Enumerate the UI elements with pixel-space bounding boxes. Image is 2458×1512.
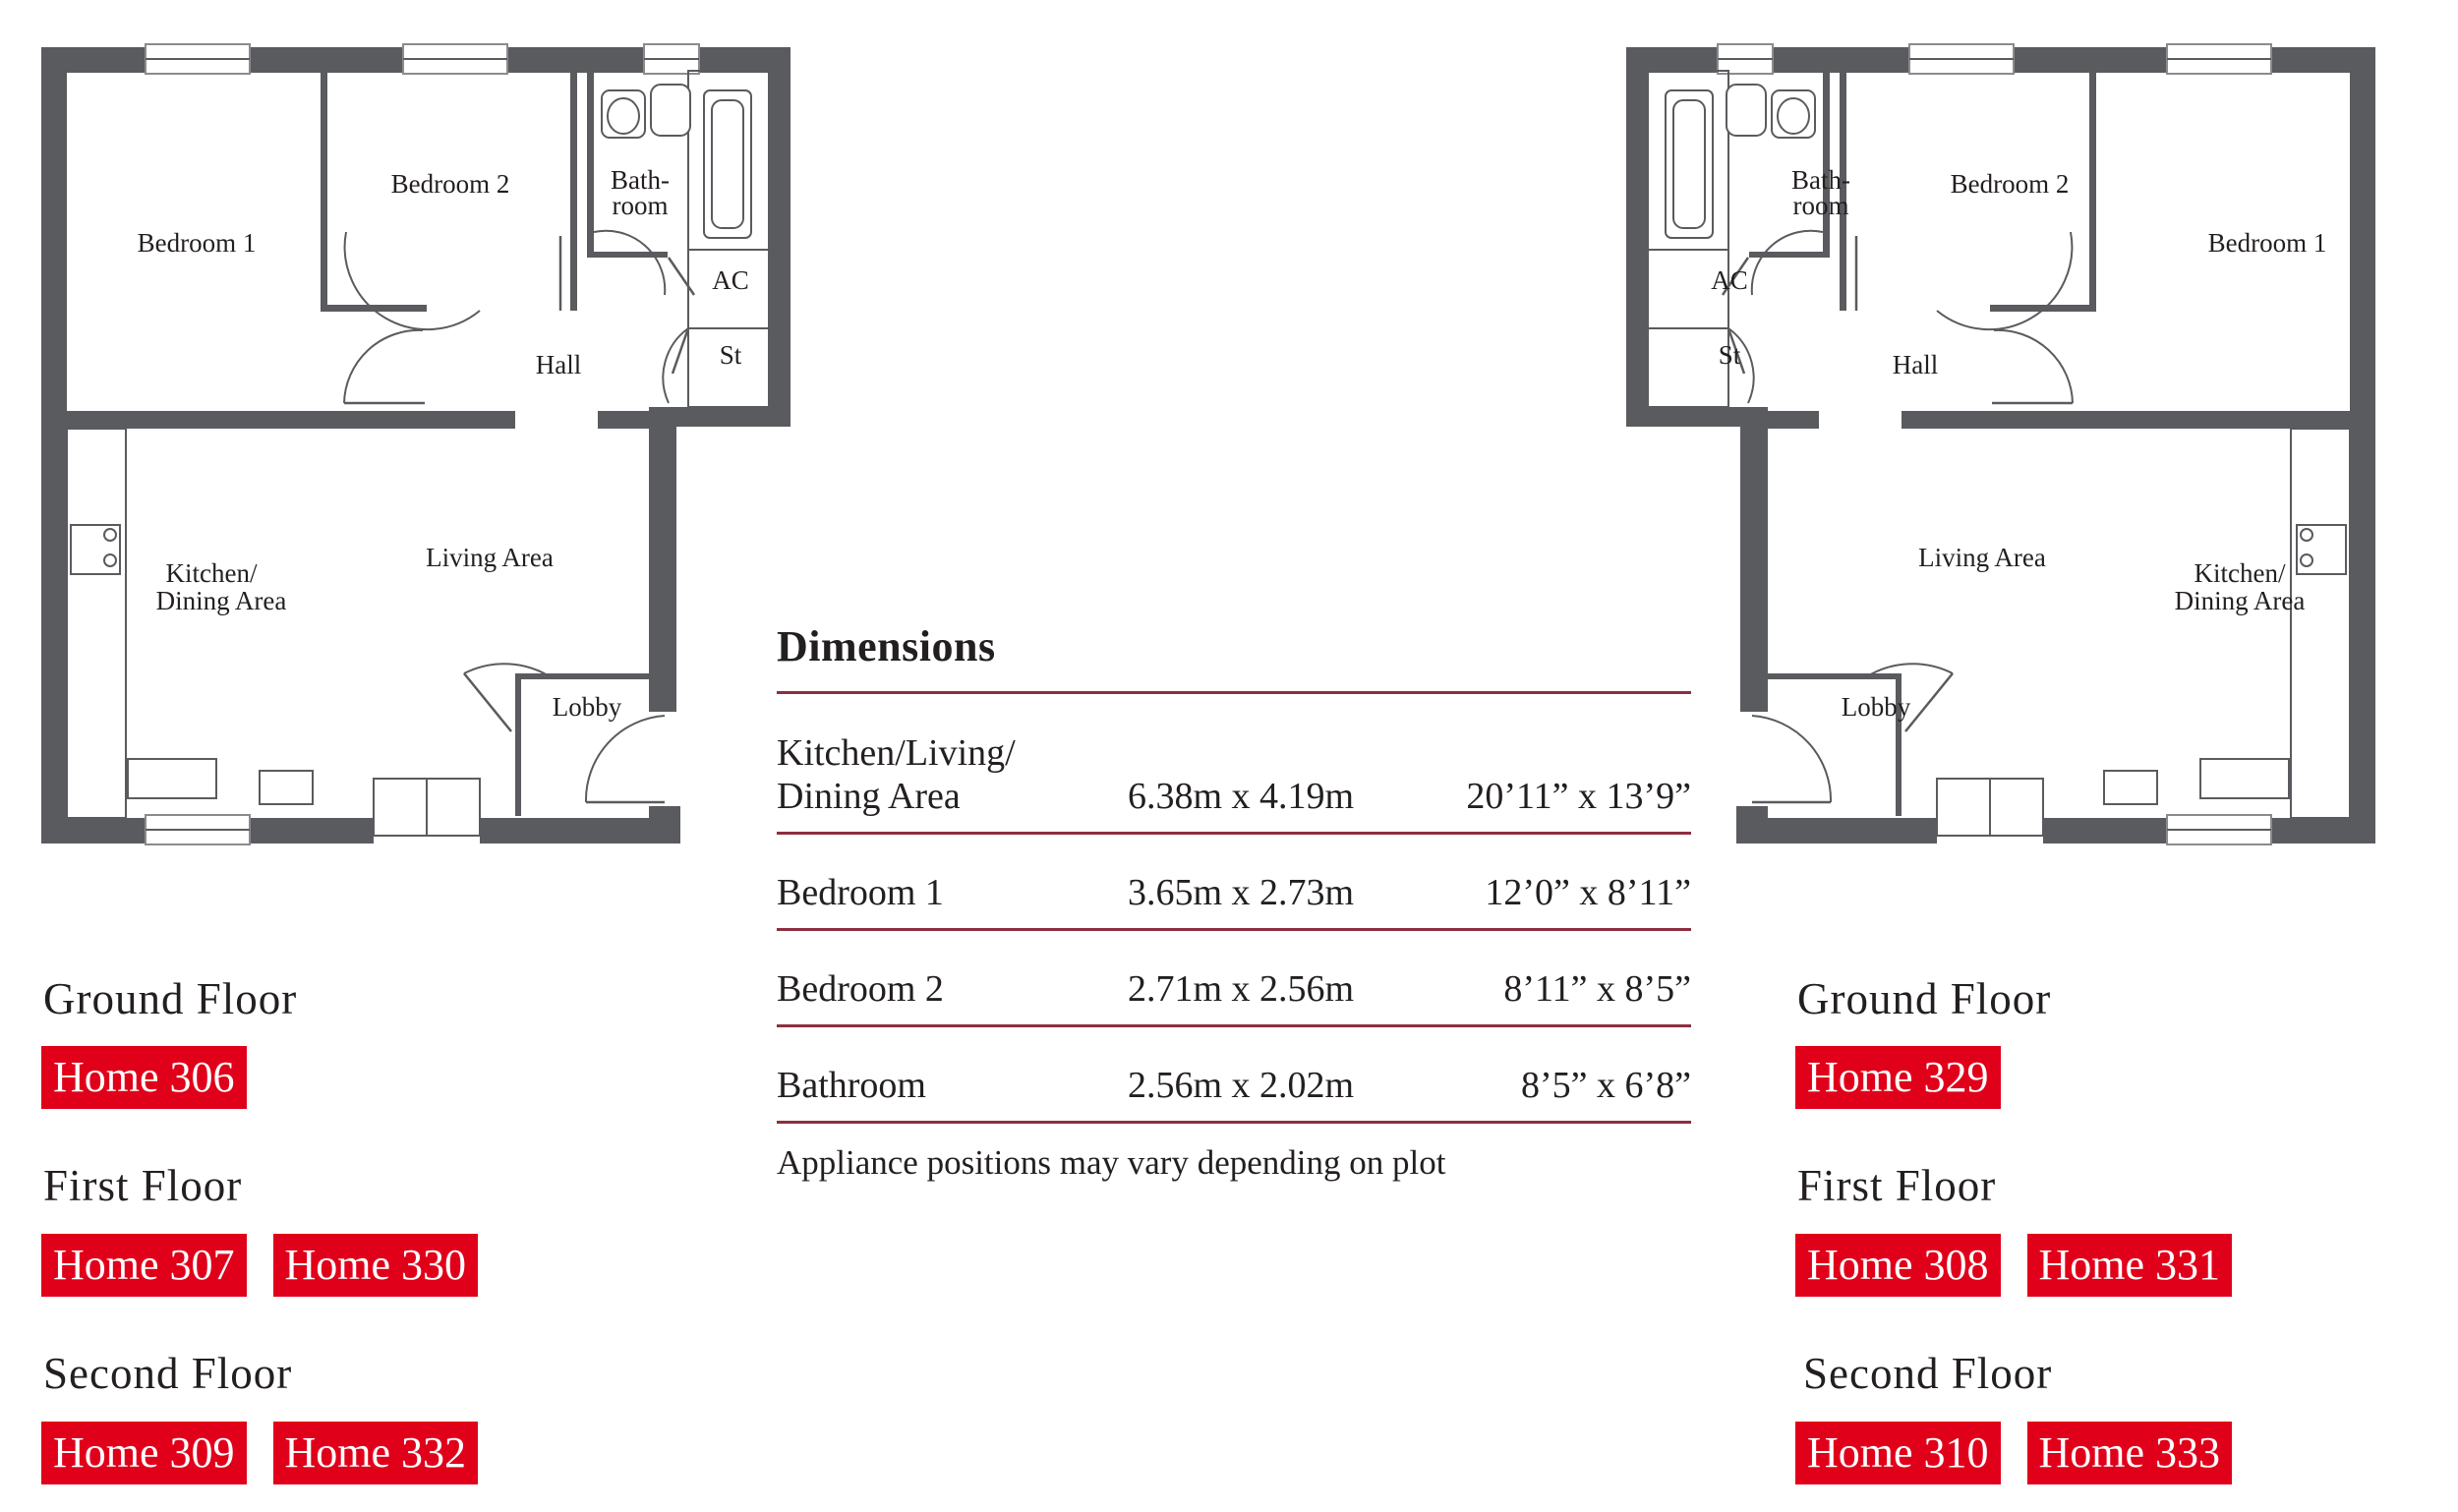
table-row — [777, 1026, 1691, 1123]
room-name-line2: Dining Area — [777, 776, 961, 817]
imperial-cell: 12’0” x 8’11” — [1464, 834, 1691, 930]
room-label-kitchen-line1: Kitchen/ — [2194, 558, 2286, 588]
table-row — [777, 694, 1691, 834]
table-row — [777, 930, 1691, 1026]
home-badge[interactable]: Home 310 — [1795, 1422, 2001, 1484]
first-floor-title-right: First Floor — [1797, 1161, 1997, 1210]
room-label-bedroom2: Bedroom 2 — [390, 169, 510, 199]
second-floor-title-right: Second Floor — [1803, 1349, 2053, 1398]
room-label-lobby: Lobby — [1841, 692, 1911, 722]
room-label-kitchen-line1: Kitchen/ — [165, 558, 258, 588]
room-label-hall: Hall — [1892, 350, 1939, 379]
dimensions-table — [777, 694, 1691, 1124]
home-badge[interactable]: Home 331 — [2027, 1234, 2233, 1297]
metric-cell: 2.56m x 2.02m — [1128, 1026, 1464, 1123]
plan-drawing-mirrored — [1626, 44, 2375, 844]
imperial-cell: 8’5” x 6’8” — [1464, 1026, 1691, 1123]
home-badge[interactable]: Home 329 — [1795, 1046, 2001, 1109]
metric-cell: 3.65m x 2.73m — [1128, 834, 1464, 930]
dimensions-panel — [777, 617, 1691, 1183]
home-badge[interactable]: Home 333 — [2027, 1422, 2233, 1484]
room-label-ac: AC — [1711, 265, 1748, 295]
room-cell: Bedroom 1 — [777, 834, 1128, 930]
room-label-bathroom-line1: Bath- — [611, 165, 670, 195]
home-badge[interactable]: Home 307 — [41, 1234, 247, 1297]
floor-plan-left — [0, 0, 816, 855]
imperial-cell: 8’11” x 8’5” — [1464, 930, 1691, 1026]
room-label-st: St — [719, 340, 742, 370]
room-cell — [777, 694, 1128, 834]
room-label-ac: AC — [712, 265, 749, 295]
second-floor-homes-right — [1795, 1422, 2232, 1484]
appliance-note: Appliance positions may vary depending on plot — [777, 1143, 1446, 1182]
room-label-st: St — [1718, 340, 1741, 370]
room-label-bedroom1: Bedroom 1 — [137, 228, 257, 258]
home-badge[interactable]: Home 309 — [41, 1422, 247, 1484]
first-floor-homes-right — [1795, 1234, 2232, 1297]
dimensions-title: Dimensions — [777, 622, 996, 670]
home-badge[interactable]: Home 306 — [41, 1046, 247, 1109]
ground-floor-homes-left — [41, 1046, 247, 1109]
room-name-line1: Kitchen/Living/ — [777, 732, 1016, 774]
room-label-bathroom-line2: room — [612, 191, 669, 220]
ground-floor-title-right: Ground Floor — [1797, 974, 2052, 1023]
imperial-cell: 20’11” x 13’9” — [1464, 694, 1691, 834]
second-floor-homes-left — [41, 1422, 478, 1484]
room-label-bathroom-line2: room — [1792, 191, 1849, 220]
table-row — [777, 834, 1691, 930]
ground-floor-title-left: Ground Floor — [43, 974, 298, 1023]
home-badge[interactable]: Home 330 — [273, 1234, 479, 1297]
home-badge[interactable]: Home 332 — [273, 1422, 479, 1484]
home-badge[interactable]: Home 308 — [1795, 1234, 2001, 1297]
room-label-lobby: Lobby — [552, 692, 622, 722]
room-label-living: Living Area — [1918, 543, 2046, 572]
plan-drawing — [41, 44, 790, 844]
room-label-hall: Hall — [535, 350, 582, 379]
first-floor-title-left: First Floor — [43, 1161, 243, 1210]
room-label-kitchen-line2: Dining Area — [155, 586, 287, 615]
floor-plan-right — [1657, 0, 2458, 855]
room-label-living: Living Area — [426, 543, 554, 572]
first-floor-homes-left — [41, 1234, 478, 1297]
room-label-bedroom1: Bedroom 1 — [2207, 228, 2327, 258]
room-label-bathroom-line1: Bath- — [1791, 165, 1850, 195]
second-floor-title-left: Second Floor — [43, 1349, 293, 1398]
room-cell: Bathroom — [777, 1026, 1128, 1123]
ground-floor-homes-right — [1795, 1046, 2001, 1109]
room-cell: Bedroom 2 — [777, 930, 1128, 1026]
metric-cell: 2.71m x 2.56m — [1128, 930, 1464, 1026]
room-label-bedroom2: Bedroom 2 — [1950, 169, 2070, 199]
metric-cell: 6.38m x 4.19m — [1128, 694, 1464, 834]
room-label-kitchen-line2: Dining Area — [2174, 586, 2306, 615]
